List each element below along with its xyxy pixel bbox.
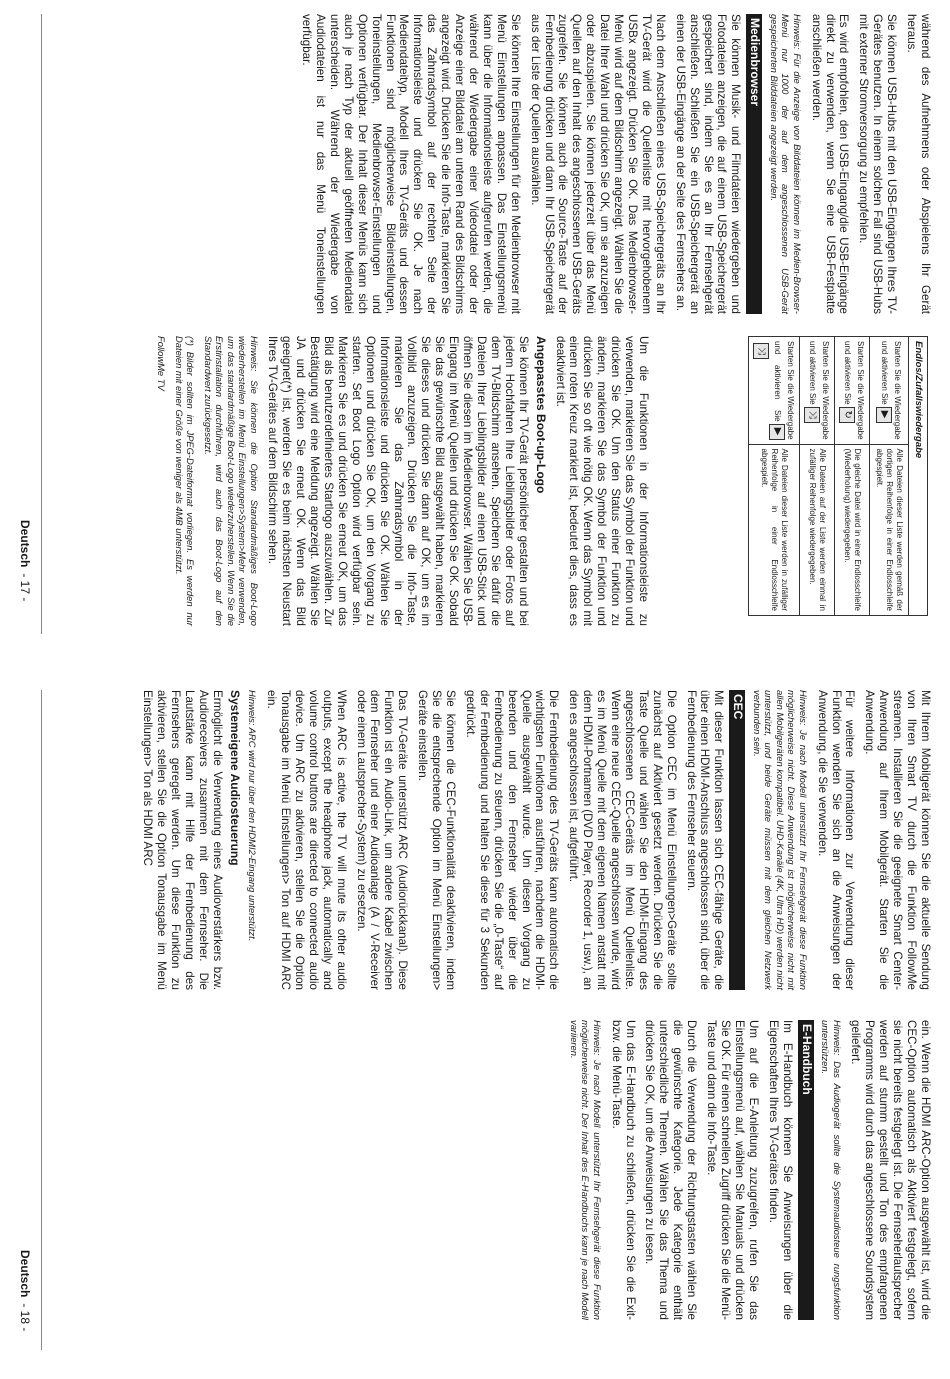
section-heading-cec: CEC (729, 690, 745, 990)
table-title: Endlos/Zufallswiedergabe (909, 337, 928, 616)
paragraph: Sie können Musik- und Filmdateien wiedergeben und Fotodateien anzeigen, die auf einem USB-Speichergerät gespeichert sind, indem Sie es an Ihr Fernsehgerät anschließen. Schließen Sie ein USB-Speichergerät an einen der USB-Eingänge an der Seite des Fernsehers an. (673, 14, 743, 314)
paragraph: Um das E-Handbuch zu schließen, drücken Sie die Exit- bzw. die Menü-Taste. (609, 1020, 637, 1320)
table-cell: Starten Sie die Wiedergabe und aktivieren Sie (879, 341, 902, 440)
section-heading-medienbrowser: Medienbrowser (746, 14, 762, 314)
paragraph: Das TV-Geräte unterstützt ARC (Audiorückkanal). Diese Funktion ist ein Audio-Link, um andere Kabel zwischen dem Fernseher und einer Audioanlage (A / V-Receiver oder einem Lautsprecher-System) zu ersetzen. (354, 690, 410, 990)
note: Hinweis: Je nach Modell unterstützt Ihr Fernsehgerät diese Funktion möglicherweise nicht. Diese Anwendung ist möglicherweise nicht mit allen Mobilgeräten kompatibel. UHD-Kanäle (4K, Ultra HD) werden nicht unterstützt, und beide Geräte müssen mit dem gleichen Netzwerk verbunden sein. (751, 690, 809, 990)
paragraph: Sie können die CEC-Funktionalität deaktivieren, indem Sie die entsprechende Option im Menü Einstellungen> Geräte einstellen. (416, 690, 458, 990)
note: Hinweis: Das Audiogerät sollte die Systemaudiosteue rungsfunktion unterstützen. (820, 1020, 843, 1320)
note: Hinweis: Für die Anzeige von Bilddateien können im Medien-Browser-Menü nur 1000 der auf dem angeschlossenen USB-Gerät gespeicherten Bilddateien angezeigt werden. (768, 14, 803, 314)
paragraph: Im E-Handbuch können Sie Anweisungen über die Eigenschaften Ihres TV-Gerätes finden. (766, 1020, 794, 1320)
loop-shuffle-table-column (748, 336, 932, 626)
shuffle-icon: ⤨ (753, 343, 769, 359)
paragraph: Die Fernbedienung des TV-Geräts kann automatisch die wichtigsten Funktionen ausführen, nachdem die HDMI-Quelle ausgewählt wurde. Um diesen Vorgang zu beenden und den Fernseher wieder über die Fernbedienung zu steuern, drücken Sie die „0-Taste“ auf der Fernbedienung und halten Sie diese für 3 Sekunden gedrückt. (463, 690, 561, 990)
paragraph: ein. Wenn die HDMI ARC-Option ausgewählt ist, wird die CEC-Option automatisch als Aktiviert festgelegt, sofern sie nicht bereits festgelegt ist. Die Fernseherlautsprecher werden auf stumm gestellt und Ton des empfangenen Programms wird durch das angeschlossene Soundsystem geliefert. (849, 1020, 932, 1320)
table-cell: Alle Dateien auf der Liste werden einmal in zufälliger Reihenfolge wiedergegeben. (800, 444, 835, 615)
paragraph: Um die Funktionen in der Informationsleiste zu verwenden, markieren Sie das Symbol der Funktion und drücken Sie OK. Um den Status einer Funktion zu ändern, markieren Sie das Symbol der Funktion und drücken Sie so oft wie nötig OK. Wenn das Symbol mit einem roten Kreuz markiert ist, bedeutet dies, dass es deaktiviert ist. (553, 336, 650, 626)
column-1 (293, 14, 932, 314)
paragraph: Mit Ihrem Mobilgerät können Sie die aktuelle Sendung von Ihren Smart TV durch die Funktion FollowMe streamen. Installieren Sie die geeignete Smart Center-Anwendung auf Ihrem Mobilgerät. Starten Sie die Anwendung. (863, 690, 932, 990)
footer-right (18, 1250, 32, 1331)
footer-rule (41, 14, 42, 634)
column-2 (150, 336, 650, 626)
page-number: - 18 - (18, 1303, 32, 1332)
subheading-system-audio: Systemeigene Audiosteuerung (227, 690, 242, 866)
table-cell: Die gleiche Datei wird in einer Endlosschleife (Wiederholung) wiedergegeben. (835, 444, 870, 615)
table-cell: Alle Dateien dieser Liste werden in zufälliger Reihenfolge in einer Endlosschleife abgespielt. (749, 444, 800, 615)
paragraph: während des Aufnehmens oder Abspielens Ihr Gerät heraus. (905, 14, 932, 314)
table-cell: Alle Dateien dieser Liste werden gemäß der dortigen Reihenfolge in einer Endlosschleife abgespielt. (870, 444, 909, 615)
table-cell: Starten Sie die Wiedergabe und aktivieren Sie (807, 341, 830, 440)
note: FollowMe TV (156, 336, 168, 391)
column-3 (134, 690, 932, 990)
footer-language: Deutsch (18, 1250, 32, 1298)
footer-language: Deutsch (18, 520, 32, 568)
paragraph: Ermöglicht die Verwendung eines Audioverstärkers bzw. Audioreceivers zusammen mit dem Fernseher. Die Lautstärke kann mit Hilfe der Fernbedienung des Fernsehers geregelt werden. Um diese Funktion zu aktivieren, stellen Sie die Option Tonausgabe im Menü Einstellungen> Ton als HDMI ARC (141, 690, 224, 990)
note: Hinweis: ARC wird nur über den HDMI2-Eingang unterstützt. (247, 690, 259, 942)
paragraph: Nach dem Anschließen eines USB-Speichergeräts an Ihr TV-Gerät wird die Quellenliste mit hervorgehobenem USBx angezeigt. Drücken Sie OK. Das Medienbrowser-Menü wird auf dem Bildschirm angezeigt. Wählen Sie die Datei Ihrer Wahl und drücken Sie OK, um sie anzuzeigen oder abzuspielen. Sie können jederzeit über das Menü Quellen auf den Inhalt des angeschlossenen USB-Geräts zugreifen. Sie können auch die Source-Taste auf der Fernbedienung drücken und dann Ihr USB-Speichergerät aus der Liste der Quellen auswählen. (528, 14, 667, 314)
table-row (870, 337, 909, 616)
paragraph: Mit dieser Funktion lassen sich CEC-fähige Geräte, die über einen HDMI-Anschluss angeschlossen sind, über die Fernbedienung des Fernseher steuern. (684, 690, 726, 990)
subheading-boot-logo: Angepasstes Boot-up-Logo (533, 336, 548, 494)
paragraph: Um auf die E-Anleitung zuzugreifen, rufen Sie das Einstellungsmenü auf, wählen Sie Manuals und drücken Sie OK. Für einen schnellen Zugriff drücken Sie die Menü-Taste und dann die Info-Taste. (705, 1020, 760, 1320)
column-4 (562, 1020, 932, 1320)
table-cell: Starten Sie die Wiedergabe und aktivieren Sie (842, 341, 865, 440)
paragraph: Für weitere Informationen zur Verwendung dieser Funktion wenden Sie sich an die Anweisungen der Anwendung, die Sie verwenden. (815, 690, 857, 990)
play-icon: ▶ (876, 407, 892, 423)
table-row (800, 337, 835, 616)
paragraph: When ARC is active, the TV will mute its other audio outputs, except the headphone jack, automatically and volume control buttons are directed to connected audio device. Um ARC zu aktivieren, stellen Sie die Option Tonausgabe im Menü Einstellungen> Ton auf HDMI ARC ein. (265, 690, 348, 990)
paragraph: Sie können USB-Hubs mit den USB-Eingängen Ihres TV-Gerätes benutzen. In einem solchen Fall sind USB-Hubs mit externer Stromversorgung zu empfehlen. (857, 14, 899, 314)
table-row (749, 337, 800, 616)
section-heading-e-handbuch: E-Handbuch (798, 1020, 814, 1320)
footer-left (18, 520, 32, 601)
note: (*) Bilder sollten im JPEG-Dateiformat vorliegen. Es werden nur Dateien mit einer Größe von weniger als 4MB unterstützt. (173, 336, 197, 626)
repeat-icon: ↻ (839, 407, 855, 423)
note: Hinweis: Sie können die Option Standardmäßiges Boot-Logo wiederherstellen im Menü Einstellungen>System>Mehr verwenden, um das standardmäßige Boot-Logo wiederzuherstellen. Wenn Sie die Erstinstallation durchführen, wird auch das Boot-Logo auf den Standardwert zurückgesetzt. (202, 336, 260, 626)
paragraph: Sie können Ihr TV-Gerät persönlicher gestalten und bei jedem Hochfahren Ihre Lieblingsbilder oder Fotos auf dem TV-Bildschirm ansehen. Speichern Sie dafür die Dateien Ihrer Lieblingsbilder auf einen USB-Stick und öffnen Sie diesen im Medienbrowser. Wählen Sie USB-Eingang im Menü Quellen und drücken Sie OK. Sobald Sie das gewünschte Bild ausgewählt haben, markieren Sie dieses und drücken Sie dann auf OK, um es im Vollbild anzuzeigen. Drücken Sie die Info-Taste, markieren Sie das Zahnradsymbol in der Informationsleiste und drücken Sie OK. Wählen Sie Optionen und drücken Sie OK, um den Vorgang zu starten. Set Boot Logo Option wird verfügbar sein. Markieren Sie es und drücken Sie erneut OK, um das Bild als benutzerdefiniertes Startlogo auszuwählen. Zur Bestätigung wird eine Meldung angezeigt. Wählen Sie JA und drücken Sie erneut OK. Wenn das Bild geeignet(*) ist, werden Sie es beim nächsten Neustart Ihres TV-Gerätes auf dem Bildschirm sehen. (266, 336, 530, 626)
paragraph: Es wird empfohlen, den USB-Eingang/die USB-Eingänge direkt zu verwenden, wenn Sie eine USB-Festplatte anschließen werden. (809, 14, 851, 314)
play-icon: ▶ (769, 424, 785, 440)
paragraph: Sie können Ihre Einstellungen für den Medienbrowser mit Menü Einstellungen anpassen. Das Einstellungsmenü kann über die Informationsleiste aufgerufen werden, die während der Wiedergabe einer Videodatei oder der Anzeige einer Bilddatei am unteren Rand des Bildschirms angezeigt wird. Drücken Sie die Info-Taste, markieren Sie das Zahnradsymbol auf der rechten Seite der Informationsleiste und drücken Sie OK. Je nach Mediendateityp, Modell Ihres TV-Geräts und dessen Funktionen sind möglicherweise Bildeinstellungen, Toneinstellungen, Medienbrowser-Einstellungen und Optionen verfügbar. Der Inhalt dieser Menüs kann sich auch je nach Typ der aktuell geöffneten Mediendatei unterscheiden. Während der Wiedergabe von Audiodateien ist nur das Menü Toneinstellungen verfügbar. (300, 14, 522, 314)
paragraph: Die Option CEC im Menü Einstellungen>Geräte sollte zunächst auf Aktiviert gesetzt werden. Drücken Sie die Taste Quelle und wählen Sie den HDMI-Eingang des angeschlossenen CEC-Geräts im Menü Quellenliste. Wenn eine neue CEC-Quelle angeschlossen wurde, wird es im Menü Quelle mit dem eigenen Namen anstatt mit dem HDMI-Portnamen (DVD Player, Recorder 1, usw.), an den es angeschlossen ist, aufgeführt. (567, 690, 678, 990)
table-cell: Starten Sie die Wiedergabe und aktivieren Sie (772, 341, 795, 440)
page-number: - 17 - (18, 573, 32, 602)
note: Hinweis: Je nach Modell unterstützt Ihr Fernsehgerät diese Funktion möglicherweise nicht. Der Inhalt des E-Handbuchs kann je nach Modell variieren. (568, 1020, 603, 1320)
paragraph: Durch die Verwendung der Richtungstasten wählen Sie die gewünschte Kategorie. Jede Kategorie enthält unterschiedliche Themen. Wählen Sie das Thema und drücken Sie OK, um die Anweisungen zu lesen. (643, 1020, 699, 1320)
shuffle-icon: ⤨ (804, 407, 820, 423)
loop-shuffle-table (748, 336, 928, 616)
table-row (835, 337, 870, 616)
footer-rule (41, 690, 42, 1350)
